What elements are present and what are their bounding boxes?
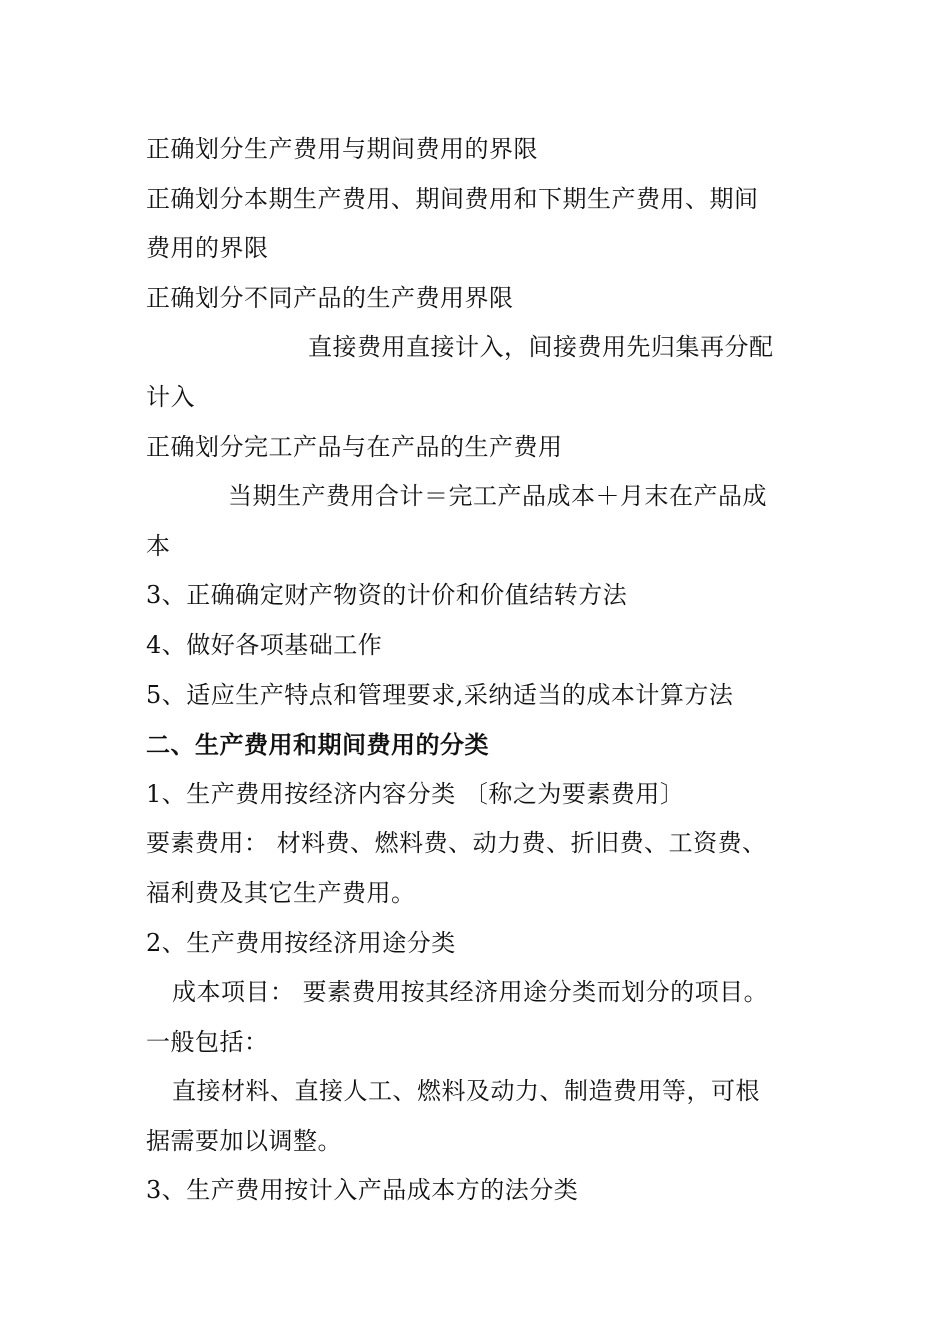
text-line: 当期生产费用合计＝完工产品成本＋月末在产品成 [228, 482, 767, 511]
text-line: 2、生产费用按经济用途分类 [146, 928, 456, 957]
text-line: 一般包括： [146, 1027, 269, 1056]
text-line: 直接费用直接计入，间接费用先归集再分配 [308, 333, 774, 362]
text-line: 成本项目： 要素费用按其经济用途分类而划分的项目。 [172, 978, 769, 1007]
text-line: 正确划分不同产品的生产费用界限 [146, 283, 514, 312]
text-line: 计入 [146, 382, 195, 411]
text-line: 正确划分生产费用与期间费用的界限 [146, 135, 538, 163]
text-line: 正确划分完工产品与在产品的生产费用 [146, 432, 563, 461]
text-line: 直接材料、直接人工、燃料及动力、制造费用等，可根 [172, 1077, 760, 1106]
text-line: 3、正确确定财产物资的计价和价值结转方法 [146, 581, 628, 610]
text-line: 福利费及其它生产费用。 [146, 878, 416, 907]
section-heading: 二、生产费用和期间费用的分类 [146, 730, 489, 760]
text-line: 正确划分本期生产费用、期间费用和下期生产费用、期间 [146, 184, 759, 213]
text-line: 3、生产费用按计入产品成本方的法分类 [146, 1176, 579, 1205]
text-line: 4、做好各项基础工作 [146, 630, 383, 659]
text-line: 1、生产费用按经济内容分类 〔称之为要素费用〕 [146, 779, 685, 808]
text-line: 要素费用： 材料费、燃料费、动力费、折旧费、工资费、 [146, 829, 767, 858]
text-line: 据需要加以调整。 [146, 1126, 342, 1155]
document-body [146, 125, 808, 1216]
text-line: 费用的界限 [146, 234, 269, 263]
text-line: 5、适应生产特点和管理要求,采纳适当的成本计算方法 [146, 680, 734, 709]
text-line: 本 [146, 531, 171, 560]
